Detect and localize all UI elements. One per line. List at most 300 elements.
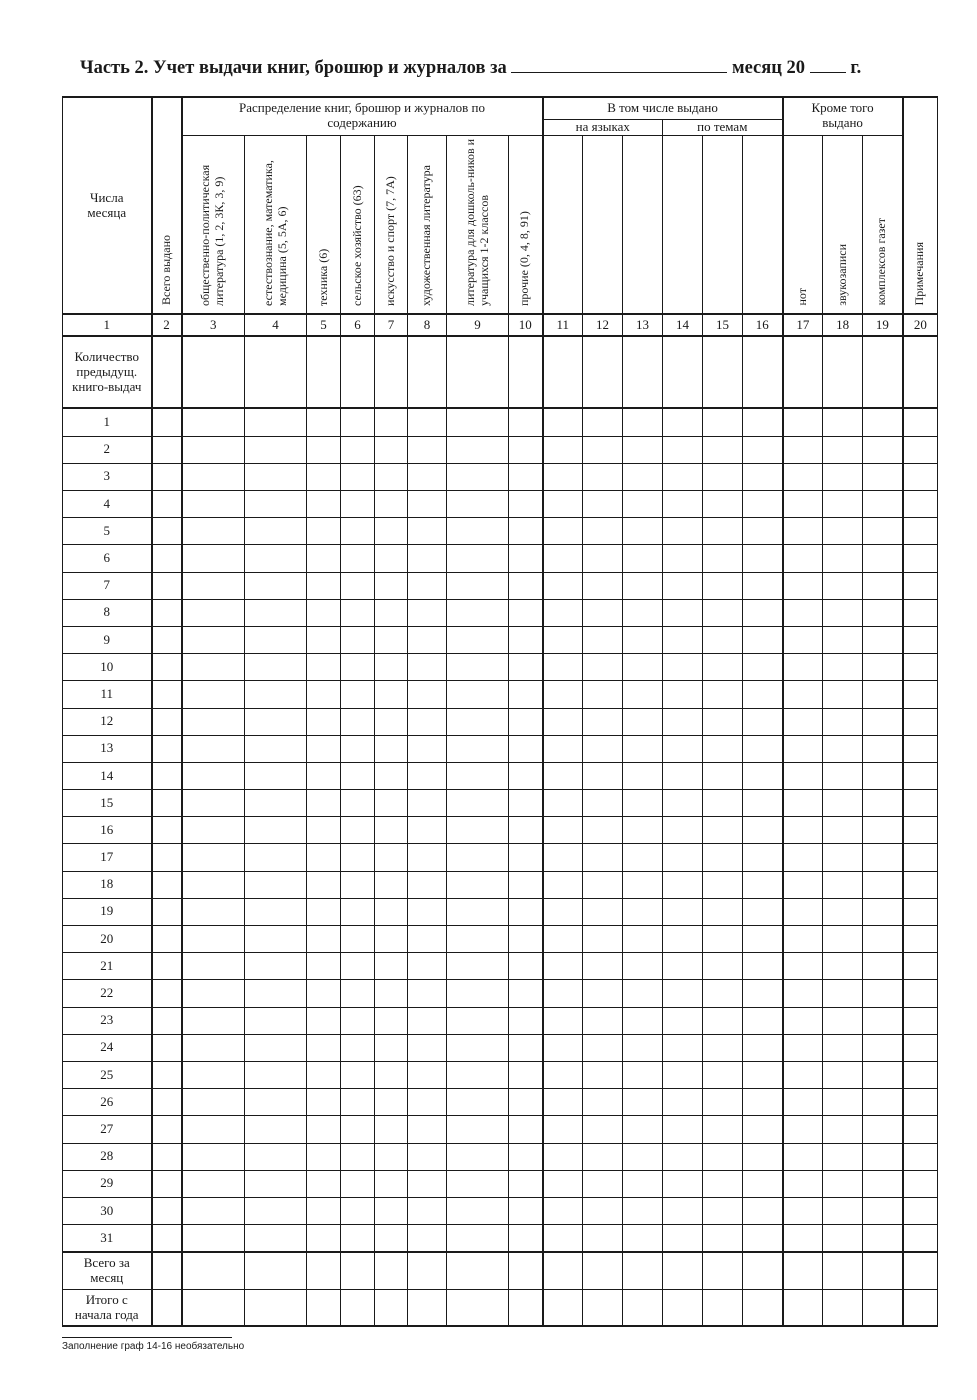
entry-cell[interactable]	[408, 626, 447, 653]
entry-cell[interactable]	[583, 926, 623, 953]
entry-cell[interactable]	[408, 762, 447, 789]
entry-cell[interactable]	[623, 681, 663, 708]
entry-cell[interactable]	[743, 871, 783, 898]
entry-cell[interactable]	[903, 545, 938, 572]
entry-cell[interactable]	[583, 1116, 623, 1143]
entry-cell[interactable]	[783, 518, 823, 545]
entry-cell[interactable]	[743, 926, 783, 953]
entry-cell[interactable]	[509, 1116, 543, 1143]
entry-cell[interactable]	[663, 1116, 703, 1143]
entry-cell[interactable]	[152, 1143, 182, 1170]
entry-cell[interactable]	[823, 735, 863, 762]
entry-cell[interactable]	[823, 491, 863, 518]
entry-cell[interactable]	[743, 1061, 783, 1088]
entry-cell[interactable]	[863, 336, 903, 408]
entry-cell[interactable]	[182, 1143, 245, 1170]
entry-cell[interactable]	[447, 762, 509, 789]
entry-cell[interactable]	[623, 735, 663, 762]
entry-cell[interactable]	[375, 953, 408, 980]
entry-cell[interactable]	[703, 762, 743, 789]
entry-cell[interactable]	[152, 681, 182, 708]
entry-cell[interactable]	[743, 518, 783, 545]
entry-cell[interactable]	[903, 336, 938, 408]
entry-cell[interactable]	[182, 408, 245, 436]
entry-cell[interactable]	[182, 572, 245, 599]
entry-cell[interactable]	[341, 817, 375, 844]
entry-cell[interactable]	[743, 436, 783, 463]
entry-cell[interactable]	[447, 953, 509, 980]
entry-cell[interactable]	[703, 408, 743, 436]
entry-cell[interactable]	[509, 463, 543, 490]
entry-cell[interactable]	[903, 871, 938, 898]
entry-cell[interactable]	[182, 491, 245, 518]
entry-cell[interactable]	[447, 1007, 509, 1034]
entry-cell[interactable]	[447, 626, 509, 653]
entry-cell[interactable]	[408, 1007, 447, 1034]
entry-cell[interactable]	[623, 1197, 663, 1224]
entry-cell[interactable]	[447, 436, 509, 463]
entry-cell[interactable]	[245, 1116, 307, 1143]
entry-cell[interactable]	[543, 336, 583, 408]
entry-cell[interactable]	[408, 1034, 447, 1061]
entry-cell[interactable]	[509, 1170, 543, 1197]
entry-cell[interactable]	[307, 1061, 341, 1088]
entry-cell[interactable]	[703, 545, 743, 572]
entry-cell[interactable]	[743, 762, 783, 789]
entry-cell[interactable]	[703, 1061, 743, 1088]
entry-cell[interactable]	[703, 654, 743, 681]
entry-cell[interactable]	[903, 1061, 938, 1088]
entry-cell[interactable]	[245, 463, 307, 490]
entry-cell[interactable]	[743, 599, 783, 626]
entry-cell[interactable]	[447, 463, 509, 490]
entry-cell[interactable]	[583, 1289, 623, 1326]
entry-cell[interactable]	[375, 1197, 408, 1224]
entry-cell[interactable]	[583, 408, 623, 436]
entry-cell[interactable]	[743, 1116, 783, 1143]
entry-cell[interactable]	[543, 1034, 583, 1061]
entry-cell[interactable]	[408, 1197, 447, 1224]
entry-cell[interactable]	[823, 898, 863, 925]
entry-cell[interactable]	[623, 518, 663, 545]
entry-cell[interactable]	[447, 545, 509, 572]
entry-cell[interactable]	[509, 1225, 543, 1253]
entry-cell[interactable]	[863, 681, 903, 708]
entry-cell[interactable]	[703, 871, 743, 898]
entry-cell[interactable]	[152, 518, 182, 545]
entry-cell[interactable]	[863, 1007, 903, 1034]
entry-cell[interactable]	[863, 436, 903, 463]
entry-cell[interactable]	[375, 518, 408, 545]
entry-cell[interactable]	[623, 1061, 663, 1088]
entry-cell[interactable]	[375, 926, 408, 953]
entry-cell[interactable]	[543, 626, 583, 653]
entry-cell[interactable]	[447, 1252, 509, 1289]
entry-cell[interactable]	[823, 1143, 863, 1170]
entry-cell[interactable]	[341, 1252, 375, 1289]
entry-cell[interactable]	[307, 436, 341, 463]
entry-cell[interactable]	[375, 898, 408, 925]
entry-cell[interactable]	[663, 898, 703, 925]
entry-cell[interactable]	[509, 1289, 543, 1326]
entry-cell[interactable]	[823, 463, 863, 490]
entry-cell[interactable]	[245, 790, 307, 817]
entry-cell[interactable]	[341, 1143, 375, 1170]
entry-cell[interactable]	[783, 1197, 823, 1224]
entry-cell[interactable]	[245, 708, 307, 735]
entry-cell[interactable]	[245, 980, 307, 1007]
entry-cell[interactable]	[623, 436, 663, 463]
entry-cell[interactable]	[245, 336, 307, 408]
entry-cell[interactable]	[703, 898, 743, 925]
entry-cell[interactable]	[623, 1225, 663, 1253]
entry-cell[interactable]	[182, 898, 245, 925]
entry-cell[interactable]	[375, 762, 408, 789]
entry-cell[interactable]	[408, 545, 447, 572]
entry-cell[interactable]	[408, 844, 447, 871]
entry-cell[interactable]	[903, 1197, 938, 1224]
entry-cell[interactable]	[307, 708, 341, 735]
entry-cell[interactable]	[341, 436, 375, 463]
entry-cell[interactable]	[623, 1289, 663, 1326]
entry-cell[interactable]	[583, 871, 623, 898]
entry-cell[interactable]	[447, 681, 509, 708]
entry-cell[interactable]	[703, 1116, 743, 1143]
entry-cell[interactable]	[341, 336, 375, 408]
entry-cell[interactable]	[623, 708, 663, 735]
entry-cell[interactable]	[863, 953, 903, 980]
entry-cell[interactable]	[823, 871, 863, 898]
entry-cell[interactable]	[245, 1034, 307, 1061]
entry-cell[interactable]	[152, 1170, 182, 1197]
entry-cell[interactable]	[408, 1116, 447, 1143]
entry-cell[interactable]	[341, 898, 375, 925]
entry-cell[interactable]	[245, 408, 307, 436]
entry-cell[interactable]	[543, 518, 583, 545]
entry-cell[interactable]	[783, 762, 823, 789]
entry-cell[interactable]	[152, 762, 182, 789]
entry-cell[interactable]	[743, 817, 783, 844]
entry-cell[interactable]	[663, 953, 703, 980]
entry-cell[interactable]	[509, 1197, 543, 1224]
entry-cell[interactable]	[823, 572, 863, 599]
entry-cell[interactable]	[743, 1252, 783, 1289]
entry-cell[interactable]	[152, 926, 182, 953]
entry-cell[interactable]	[583, 545, 623, 572]
entry-cell[interactable]	[152, 545, 182, 572]
entry-cell[interactable]	[152, 871, 182, 898]
entry-cell[interactable]	[703, 1225, 743, 1253]
entry-cell[interactable]	[863, 735, 903, 762]
entry-cell[interactable]	[341, 926, 375, 953]
entry-cell[interactable]	[863, 817, 903, 844]
entry-cell[interactable]	[152, 408, 182, 436]
entry-cell[interactable]	[375, 599, 408, 626]
entry-cell[interactable]	[863, 1225, 903, 1253]
entry-cell[interactable]	[783, 545, 823, 572]
entry-cell[interactable]	[182, 1289, 245, 1326]
entry-cell[interactable]	[543, 1089, 583, 1116]
entry-cell[interactable]	[903, 762, 938, 789]
entry-cell[interactable]	[823, 1061, 863, 1088]
entry-cell[interactable]	[341, 599, 375, 626]
entry-cell[interactable]	[509, 336, 543, 408]
entry-cell[interactable]	[863, 844, 903, 871]
entry-cell[interactable]	[783, 708, 823, 735]
entry-cell[interactable]	[307, 491, 341, 518]
entry-cell[interactable]	[663, 1252, 703, 1289]
entry-cell[interactable]	[152, 491, 182, 518]
entry-cell[interactable]	[408, 1089, 447, 1116]
entry-cell[interactable]	[447, 599, 509, 626]
entry-cell[interactable]	[623, 545, 663, 572]
entry-cell[interactable]	[703, 817, 743, 844]
entry-cell[interactable]	[447, 817, 509, 844]
entry-cell[interactable]	[307, 599, 341, 626]
entry-cell[interactable]	[341, 708, 375, 735]
entry-cell[interactable]	[623, 1007, 663, 1034]
entry-cell[interactable]	[903, 1089, 938, 1116]
entry-cell[interactable]	[823, 436, 863, 463]
entry-cell[interactable]	[743, 626, 783, 653]
entry-cell[interactable]	[408, 518, 447, 545]
entry-cell[interactable]	[375, 681, 408, 708]
entry-cell[interactable]	[743, 898, 783, 925]
entry-cell[interactable]	[903, 491, 938, 518]
entry-cell[interactable]	[408, 953, 447, 980]
entry-cell[interactable]	[783, 1089, 823, 1116]
entry-cell[interactable]	[447, 844, 509, 871]
entry-cell[interactable]	[663, 572, 703, 599]
entry-cell[interactable]	[623, 626, 663, 653]
entry-cell[interactable]	[307, 336, 341, 408]
entry-cell[interactable]	[623, 463, 663, 490]
entry-cell[interactable]	[182, 1252, 245, 1289]
entry-cell[interactable]	[743, 408, 783, 436]
entry-cell[interactable]	[182, 654, 245, 681]
entry-cell[interactable]	[152, 708, 182, 735]
entry-cell[interactable]	[783, 336, 823, 408]
entry-cell[interactable]	[152, 436, 182, 463]
entry-cell[interactable]	[663, 1289, 703, 1326]
entry-cell[interactable]	[182, 518, 245, 545]
entry-cell[interactable]	[823, 518, 863, 545]
year-blank[interactable]	[810, 58, 846, 73]
entry-cell[interactable]	[245, 1170, 307, 1197]
entry-cell[interactable]	[307, 1143, 341, 1170]
entry-cell[interactable]	[245, 491, 307, 518]
entry-cell[interactable]	[663, 1143, 703, 1170]
entry-cell[interactable]	[341, 518, 375, 545]
entry-cell[interactable]	[863, 518, 903, 545]
entry-cell[interactable]	[583, 980, 623, 1007]
entry-cell[interactable]	[509, 599, 543, 626]
entry-cell[interactable]	[663, 790, 703, 817]
entry-cell[interactable]	[375, 1170, 408, 1197]
entry-cell[interactable]	[245, 518, 307, 545]
entry-cell[interactable]	[509, 953, 543, 980]
entry-cell[interactable]	[341, 654, 375, 681]
entry-cell[interactable]	[783, 1252, 823, 1289]
entry-cell[interactable]	[743, 1289, 783, 1326]
entry-cell[interactable]	[743, 735, 783, 762]
entry-cell[interactable]	[341, 463, 375, 490]
entry-cell[interactable]	[341, 1225, 375, 1253]
entry-cell[interactable]	[583, 953, 623, 980]
entry-cell[interactable]	[375, 1089, 408, 1116]
entry-cell[interactable]	[408, 708, 447, 735]
entry-cell[interactable]	[307, 1289, 341, 1326]
entry-cell[interactable]	[823, 681, 863, 708]
entry-cell[interactable]	[583, 1197, 623, 1224]
entry-cell[interactable]	[341, 1061, 375, 1088]
entry-cell[interactable]	[543, 463, 583, 490]
entry-cell[interactable]	[375, 817, 408, 844]
entry-cell[interactable]	[783, 491, 823, 518]
entry-cell[interactable]	[152, 1034, 182, 1061]
entry-cell[interactable]	[245, 817, 307, 844]
entry-cell[interactable]	[703, 980, 743, 1007]
entry-cell[interactable]	[408, 436, 447, 463]
entry-cell[interactable]	[245, 626, 307, 653]
entry-cell[interactable]	[583, 1034, 623, 1061]
entry-cell[interactable]	[823, 762, 863, 789]
entry-cell[interactable]	[663, 762, 703, 789]
entry-cell[interactable]	[543, 1170, 583, 1197]
entry-cell[interactable]	[509, 735, 543, 762]
entry-cell[interactable]	[245, 1197, 307, 1224]
entry-cell[interactable]	[863, 762, 903, 789]
entry-cell[interactable]	[447, 518, 509, 545]
entry-cell[interactable]	[375, 336, 408, 408]
entry-cell[interactable]	[509, 898, 543, 925]
entry-cell[interactable]	[307, 545, 341, 572]
entry-cell[interactable]	[509, 545, 543, 572]
entry-cell[interactable]	[543, 599, 583, 626]
entry-cell[interactable]	[509, 844, 543, 871]
entry-cell[interactable]	[447, 1289, 509, 1326]
entry-cell[interactable]	[307, 408, 341, 436]
entry-cell[interactable]	[863, 926, 903, 953]
entry-cell[interactable]	[863, 980, 903, 1007]
entry-cell[interactable]	[509, 1252, 543, 1289]
entry-cell[interactable]	[375, 871, 408, 898]
entry-cell[interactable]	[743, 1007, 783, 1034]
entry-cell[interactable]	[663, 844, 703, 871]
entry-cell[interactable]	[783, 572, 823, 599]
entry-cell[interactable]	[743, 572, 783, 599]
entry-cell[interactable]	[447, 790, 509, 817]
entry-cell[interactable]	[509, 626, 543, 653]
entry-cell[interactable]	[543, 926, 583, 953]
entry-cell[interactable]	[341, 1034, 375, 1061]
entry-cell[interactable]	[408, 1252, 447, 1289]
entry-cell[interactable]	[743, 681, 783, 708]
entry-cell[interactable]	[583, 599, 623, 626]
entry-cell[interactable]	[703, 572, 743, 599]
entry-cell[interactable]	[663, 817, 703, 844]
entry-cell[interactable]	[245, 599, 307, 626]
entry-cell[interactable]	[307, 871, 341, 898]
entry-cell[interactable]	[182, 980, 245, 1007]
entry-cell[interactable]	[182, 926, 245, 953]
entry-cell[interactable]	[623, 980, 663, 1007]
entry-cell[interactable]	[863, 599, 903, 626]
entry-cell[interactable]	[408, 408, 447, 436]
entry-cell[interactable]	[903, 681, 938, 708]
entry-cell[interactable]	[509, 1061, 543, 1088]
entry-cell[interactable]	[182, 545, 245, 572]
entry-cell[interactable]	[583, 844, 623, 871]
entry-cell[interactable]	[245, 1143, 307, 1170]
entry-cell[interactable]	[509, 980, 543, 1007]
entry-cell[interactable]	[375, 491, 408, 518]
entry-cell[interactable]	[375, 980, 408, 1007]
entry-cell[interactable]	[783, 898, 823, 925]
entry-cell[interactable]	[307, 1225, 341, 1253]
entry-cell[interactable]	[703, 1252, 743, 1289]
entry-cell[interactable]	[583, 790, 623, 817]
entry-cell[interactable]	[375, 1252, 408, 1289]
entry-cell[interactable]	[823, 1252, 863, 1289]
entry-cell[interactable]	[152, 1225, 182, 1253]
entry-cell[interactable]	[182, 1225, 245, 1253]
entry-cell[interactable]	[663, 599, 703, 626]
entry-cell[interactable]	[375, 844, 408, 871]
entry-cell[interactable]	[307, 1116, 341, 1143]
entry-cell[interactable]	[743, 1197, 783, 1224]
entry-cell[interactable]	[663, 336, 703, 408]
entry-cell[interactable]	[509, 436, 543, 463]
entry-cell[interactable]	[743, 1034, 783, 1061]
entry-cell[interactable]	[543, 1225, 583, 1253]
entry-cell[interactable]	[663, 545, 703, 572]
entry-cell[interactable]	[447, 408, 509, 436]
entry-cell[interactable]	[743, 463, 783, 490]
entry-cell[interactable]	[543, 735, 583, 762]
entry-cell[interactable]	[663, 735, 703, 762]
entry-cell[interactable]	[903, 844, 938, 871]
entry-cell[interactable]	[583, 436, 623, 463]
entry-cell[interactable]	[509, 654, 543, 681]
entry-cell[interactable]	[152, 1116, 182, 1143]
entry-cell[interactable]	[341, 408, 375, 436]
entry-cell[interactable]	[182, 1170, 245, 1197]
entry-cell[interactable]	[375, 1061, 408, 1088]
entry-cell[interactable]	[903, 926, 938, 953]
entry-cell[interactable]	[152, 1289, 182, 1326]
entry-cell[interactable]	[152, 336, 182, 408]
entry-cell[interactable]	[543, 762, 583, 789]
entry-cell[interactable]	[663, 654, 703, 681]
entry-cell[interactable]	[182, 436, 245, 463]
entry-cell[interactable]	[663, 408, 703, 436]
entry-cell[interactable]	[447, 1197, 509, 1224]
entry-cell[interactable]	[509, 491, 543, 518]
entry-cell[interactable]	[152, 735, 182, 762]
entry-cell[interactable]	[182, 790, 245, 817]
entry-cell[interactable]	[663, 1061, 703, 1088]
entry-cell[interactable]	[307, 1197, 341, 1224]
entry-cell[interactable]	[703, 926, 743, 953]
entry-cell[interactable]	[903, 518, 938, 545]
entry-cell[interactable]	[182, 1116, 245, 1143]
entry-cell[interactable]	[703, 1197, 743, 1224]
entry-cell[interactable]	[823, 626, 863, 653]
entry-cell[interactable]	[783, 980, 823, 1007]
entry-cell[interactable]	[341, 1170, 375, 1197]
entry-cell[interactable]	[623, 790, 663, 817]
